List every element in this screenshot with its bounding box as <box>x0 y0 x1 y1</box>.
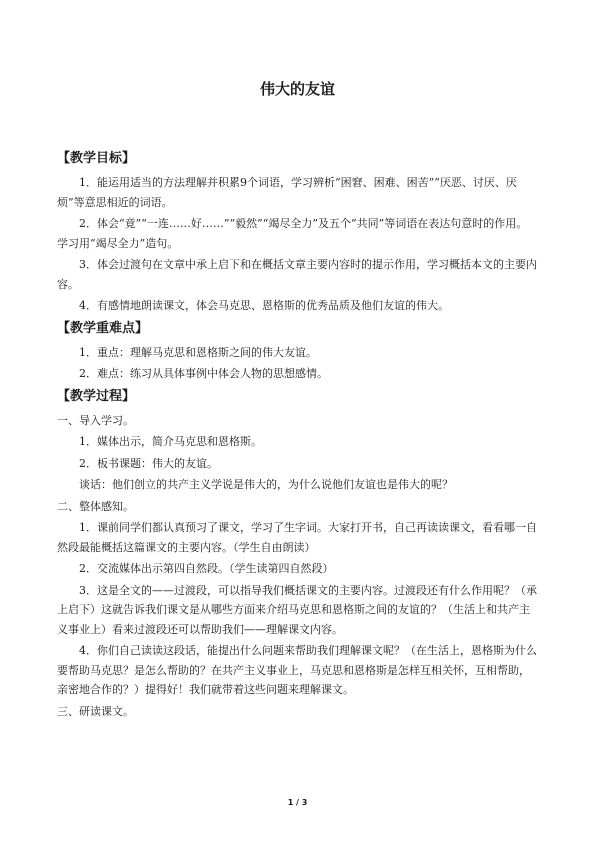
process-item: 2．交流媒体出示第四自然段。（学生读第四自然段） <box>79 562 334 575</box>
process-part-label: 三、研读课文。 <box>57 704 134 718</box>
section-heading-keypoints: 【教学重难点】 <box>57 320 149 336</box>
process-item: 4．你们自己读读这段话，能提出什么问题来帮助我们理解课文呢？（在生活上，恩格斯为什么要帮助马克思？是怎么帮助的？在共产主义事业上，马克思和恩格斯是怎样互相关怀，互相帮助，亲密地合作的？）提得好！我们就带着这些问题来理解课文。 <box>57 644 537 696</box>
document-body <box>57 146 537 723</box>
goal-item: 3．体会过渡句在文章中承上启下和在概括文章主要内容时的提示作用，学习概括本文的主要内容。 <box>57 258 537 291</box>
page-title: 伟大的友谊 <box>259 80 335 98</box>
section-heading-process: 【教学过程】 <box>57 388 136 404</box>
section-heading-goals: 【教学目标】 <box>57 151 136 166</box>
process-item: 3．这是全文的——过渡段，可以指导我们概括课文的主要内容。过渡段还有什么作用呢？（承上启下）这就告诉我们课文是从哪些方面来介绍马克思和恩格斯之间的友谊的？（生活上和共产主义事业上）看来过渡段还可以帮助我们——理解课文内容。 <box>57 583 537 636</box>
keypoint-item: 2．难点：练习从具体事例中体会人物的思想感情。 <box>79 367 328 380</box>
process-item: 2．板书课题：伟大的友谊。 <box>79 456 218 470</box>
process-item: 谈话：他们创立的共产主义学说是伟大的，为什么说他们友谊也是伟大的呢？ <box>79 478 453 491</box>
process-item: 1．媒体出示，简介马克思和恩格斯。 <box>79 435 262 448</box>
process-part-label: 二、整体感知。 <box>57 499 134 513</box>
keypoint-item: 1．重点：理解马克思和恩格斯之间的伟大友谊。 <box>79 345 317 359</box>
process-part-label: 一、导入学习。 <box>57 413 134 427</box>
goal-item: 1．能运用适当的方法理解并积累9个词语，学习辨析“困窘、困难、困苦”“厌恶、讨厌、厌烦”等意思相近的词语。 <box>57 176 517 209</box>
page-number: 1 / 3 <box>287 798 308 807</box>
goal-item: 4．有感情地朗读课文，体会马克思、恩格斯的优秀品质及他们友谊的伟大。 <box>79 299 449 312</box>
goal-item: 2．体会“竟”“一连……好……”“毅然”“竭尽全力”及五个“共同”等词语在表达句意时的作用。学习用“竭尽全力”造句。 <box>57 217 528 250</box>
process-item: 1．课前同学们都认真预习了课文，学习了生字词。大家打开书，自己再读读课文，看看哪一自然段最能概括这篇课文的主要内容。（学生自由朗读） <box>57 521 537 554</box>
